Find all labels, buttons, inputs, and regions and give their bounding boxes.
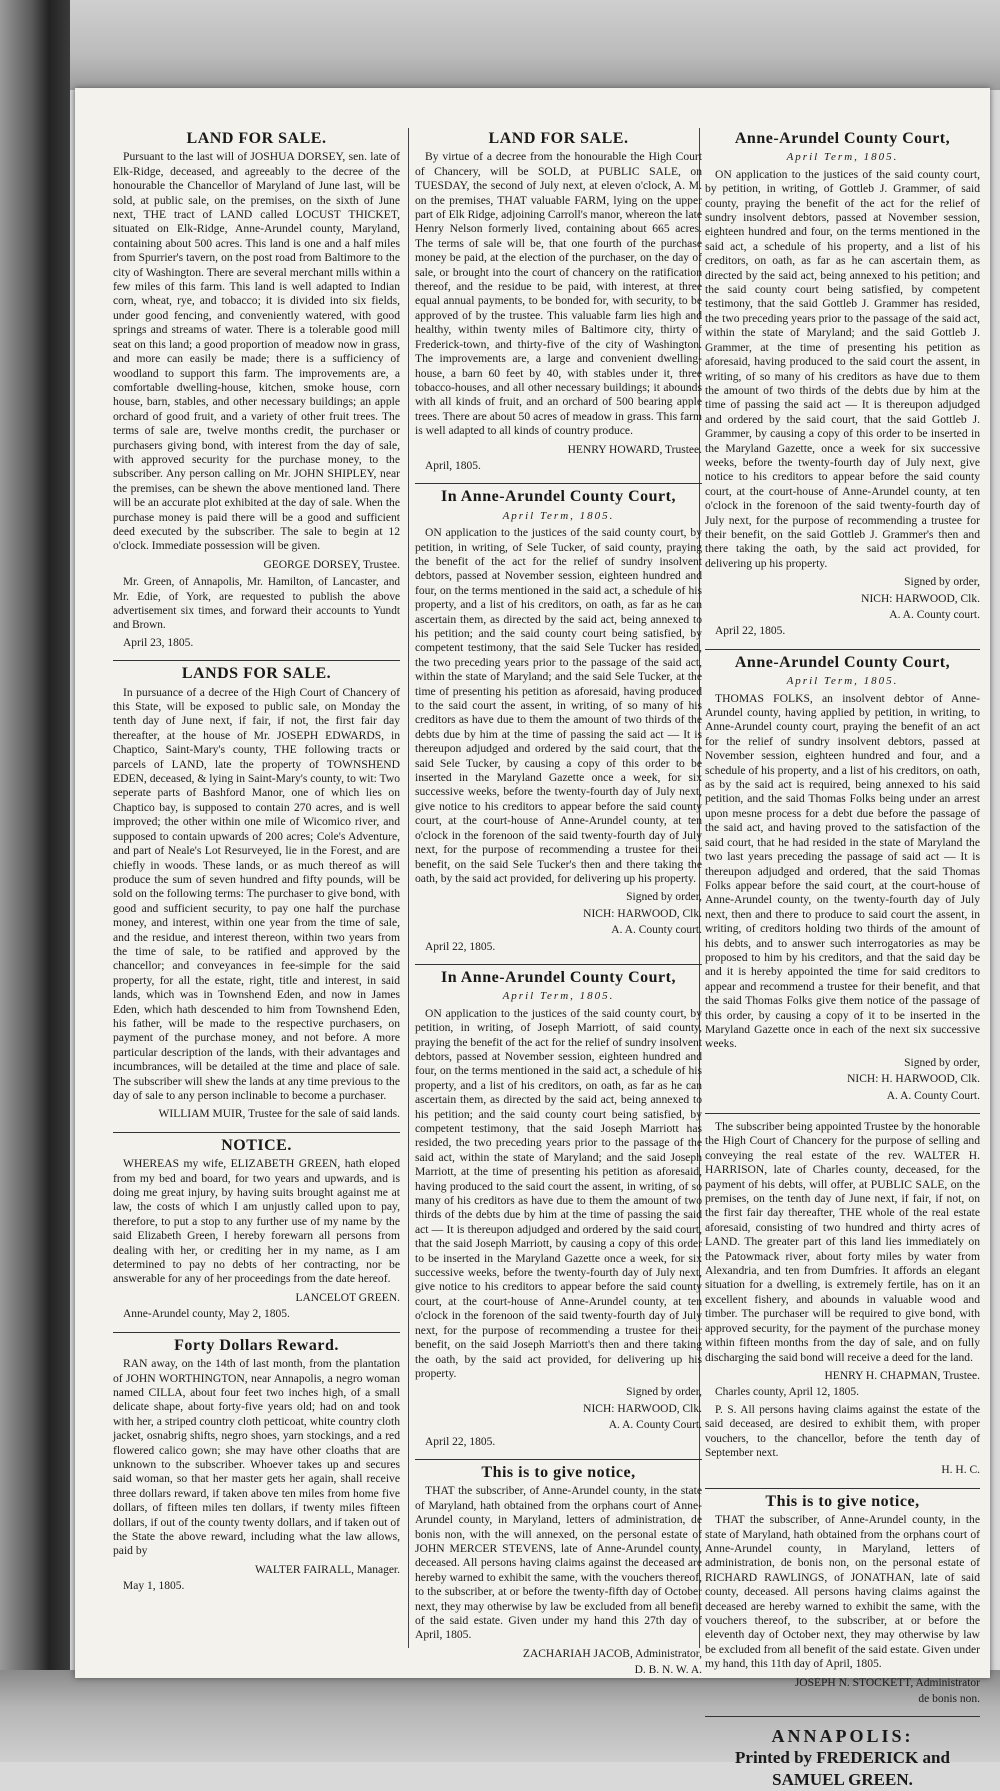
divider — [113, 660, 400, 661]
divider — [705, 649, 980, 650]
ad-note: Mr. Green, of Annapolis, Mr. Hamilton, of Lancaster, and Mr. Edie, of York, are requested to publish the above advertisement six times, and forward their accounts to Yundt and Brown. — [113, 576, 400, 632]
column-2 — [415, 128, 702, 1688]
ad-body: ON application to the justices of the said county court, by petition, in writing, of Gottleb J. Grammer, of said county, praying the benefit of the act for the relief of sundry insolvent debtors, passed at November session, eighteen hundred and four, on the terms mentioned in the said act, a schedule of his property, and a list of his creditors, on oath, as far as he can ascertain them, as directed by the said act, being annexed to his petition; and the said county court being satisfied, by competent testimony, that the said Gottleb J. Grammer has resided, the two preceding years prior to the passage of the said act, within the state of Maryland; and the said Gottleb J. Grammer, at the time of presenting his petition as aforesaid, having produced to the said court the assent, in writing, of so many of his creditors as have due to them the amount of two thirds of the debts due by him at the time of passing the said act — It is thereupon adjudged and ordered by the said court, that the said Gottleb J. Grammer, by causing a copy of this order to be inserted in the Maryland Gazette, once a week for six successive weeks, before the twenty-fourth day of July next, give notice to his creditors to appear before the said county court, at the court-house of Anne-Arundel county, at ten o'clock in the forenoon of the said twenty-fourth day of July next, for the purpose of recommending a trustee for their benefit, on the said Gottleb J. Grammer's then and there taking the oath, by the said act provided, for delivering up his property. — [705, 167, 980, 570]
ad-postscript: P. S. All persons having claims against the estate of the said deceased, are desired to exhibit them, with proper vouchers, to the chancellor, before the tenth day of September next. — [705, 1403, 980, 1459]
ad-title: In Anne-Arundel County Court, — [441, 968, 676, 986]
ad-signature: LANCELOT GREEN. — [295, 1291, 400, 1304]
ad-body: RAN away, on the 14th of last month, from the plantation of JOHN WORTHINGTON, near Annapolis, a negro woman named CILLA, about four feet two inches high, of a small delicate shape, about forty-five years old; had on and took with her, a striped country cloth petticoat, white country cloth jacket, osnabrig shifts, negro shoes, yarn stockings, and a red flowered calico gown; she may have other cloaths that are unknown to the subscriber. Whoever takes up and secures said woman, so that her master gets her again, shall receive three dollars reward, if taken above ten miles from home five dollars, of fifteen miles ten dollars, if twenty miles fifteen dollars, if out of the county twenty dollars, and if taken out of the State the above reward, including what the law allows, paid by — [113, 1357, 400, 1558]
ad-signature-office: A. A. County Court. — [886, 1089, 980, 1102]
ad-signature: NICH: HARWOOD, Clk. — [583, 1402, 702, 1415]
ad-body: WHEREAS my wife, ELIZABETH GREEN, hath eloped from my bed and board, for two years and upwards, and is doing me great injury, by having suits brought against me at law, the costs of which I am unjustly called upon to pay, therefore, to put a stop to any further use of my name by the said Elizabeth Green, I hereby forewarn all persons from dealing with her, or crediting her in my name, as I am determined to pay no debts of her contracting, nor be answerable for any of her proceedings from the date hereof. — [113, 1157, 400, 1286]
ad-date: Anne-Arundel county, May 2, 1805. — [123, 1308, 290, 1321]
column-3 — [705, 128, 980, 1791]
ad-body: By virtue of a decree from the honourable the High Court of Chancery, will be SOLD, at PUBLIC SALE, on TUESDAY, the second of July next, at eleven o'clock, A. M. on the premises, THAT valuable FARM, lying on the upper part of Elk Ridge, adjoining Carroll's manor, whereon the late Henry Nelson formerly lived, containing about 665 acres. The terms of sale will be, that one fourth of the purchase money be paid, at the election of the purchaser, on the day of sale, or brought into the court of chancery on the ratification thereof, and the residue to be paid, with interest, at three equal annual payments, to be bonded for, with security, to be approved of by the trustee. This valuable farm lies high and healthy, within twenty miles of Baltimore city, thirty of Frederick-town, and thirty-five of the city of Washington. The improvements are, a large and convenient dwelling-house, a barn 60 feet by 40, with stables under it, three tobacco-houses, and all other necessary buildings; it abounds with all kinds of fruit, and an orchard of 500 bearing apple trees. There are about 50 acres of meadow in grass. This farm is well adapted to all kinds of country produce. — [415, 150, 702, 438]
ad-notice-stevens — [415, 1463, 702, 1678]
ad-title: This is to give notice, — [481, 1463, 636, 1481]
ad-postscript-signature: H. H. C. — [941, 1464, 980, 1477]
ad-body: ON application to the justices of the said county court, by petition, in writing, of Joseph Marriott, of said county, praying the benefit of the act for the relief of sundry insolvent debtors, passed at November session, eighteen hundred and four, on the terms mentioned in the said act, a schedule of his property, and a list of his creditors, on oath, as far as he can ascertain them, as directed by the said act, being annexed to his petition; and the said county court being satisfied, by competent testimony, that the said Joseph Marriott has resided, the two preceding years prior to the passage of the said act, within the state of Maryland; and the said Joseph Marriott, at the time of presenting his petition as aforesaid, having produced to the said court the assent, in writing, of so many of his creditors as have due to them the amount of two thirds of the debts due by him at the time of passing the said act — It is thereupon adjudged and ordered by the said court, that the said Joseph Marriott, by causing a copy of this order to be inserted in the Maryland Gazette once a week, for six successive weeks, before the twenty-fourth day of July next, give notice to his creditors to appear before the said county court, at the court-house of Anne-Arundel county, at ten o'clock in the forenoon of the said twenty-fourth day of July next, for the purpose of recommending a trustee for their benefit, on the said Joseph Marriott's then and there taking the oath, by the said act provided, for delivering up his property. — [415, 1006, 702, 1380]
divider — [113, 1332, 400, 1333]
ad-date: Charles county, April 12, 1805. — [715, 1386, 859, 1399]
ad-signature: NICH: HARWOOD, Clk. — [583, 907, 702, 920]
ad-body: The subscriber being appointed Trustee by the honorable the High Court of Chancery for the purpose of selling and conveying the real estate of the rev. WALTER H. HARRISON, late of Charles county, deceased, for the payment of his debts, will offer, at PUBLIC SALE, on the premises, on the tenth day of June next, if fair, if not, on the first fair day thereafter, THE whole of the real estate aforesaid, consisting of two hundred and thirty acres of LAND. The greater part of this land lies immediately on the Patowmack river, about forty miles by water from Alexandria, and ten from Dumfries. It affords an elegant situation for a dwelling, is extremely fertile, has on it an excellent fishery, and abounds in valuable wood and timber. The purchaser will be required to give bond, with approved security, for the payment of the purchase money within fifteen months from the day of sale, and on fully discharging the said bond will receive a deed for the land. — [705, 1120, 980, 1364]
ad-notice-rawlings — [705, 1492, 980, 1707]
ad-signed-by: Signed by order, — [626, 891, 702, 904]
ad-date: April, 1805. — [425, 459, 481, 472]
ad-signature: GEORGE DORSEY, Trustee. — [263, 558, 400, 571]
ad-subtitle: April Term, 1805. — [786, 151, 899, 164]
ad-signature-office: A. A. County Court. — [608, 1419, 702, 1432]
ad-signature: NICH: HARWOOD, Clk. — [861, 592, 980, 605]
divider — [415, 964, 702, 965]
ad-body: THAT the subscriber, of Anne-Arundel county, in the state of Maryland, hath obtained from the orphans court of Anne-Arundel county, in Maryland, letters of administration, de bonis non, with the will annexed, on the personal estate of JOHN MERCER STEVENS, late of Anne-Arundel county, deceased. All persons having claims against the deceased are hereby warned to exhibit the same, with the vouchers thereof, to the subscriber, at or before the twenty-fifth day of October next, they may otherwise by law be excluded from all benefit of the said estate. Given under my hand this 27th day of April, 1805. — [415, 1484, 702, 1642]
ad-body: In pursuance of a decree of the High Court of Chancery of this State, will be exposed to public sale, on Monday the tenth day of June next, if fair, if not, the first fair day thereafter, at the house of Mr. JOSEPH EDWARDS, in Chaptico, Saint-Mary's county, THE following tracts or parcels of LAND, late the property of TOWNSHEND EDEN, deceased, & lying in Saint-Mary's county, to wit: Two seperate parts of Bashford Manor, one of which lies on Chaptico bay, is supposed to contain 270 acres, and is well improved; the other within one mile of Wicomico river, and supposed to contain upwards of 200 acres; Cole's Adventure, and part of Neale's Lot Resurveyed, lie in the Forest, and are chiefly in woods. These lands, or as much thereof as will produce the sum of seven hundred and fifty pounds, will be sold on the following terms: The purchaser to give bond, with good and sufficient security, to pay one half the purchase money, and interest, within one year from the time of sale, and the residue, and interest thereon, within two years from the time of sale, to be ratified and approved by the chancellor; and conveyances in fee-simple for the said property, for all the estate, right, title and interest, in said lands, which was in Townshend Eden, and now in James Eden, which hath descended to him from Townshend Eden, his father, will be made to the respective purchasers, on payment of the purchase money, and not before. A more particular description of the lands, with their advantages and incumbrances, will be detailed at the time and place of sale. The subscriber will shew the lands at any time previous to the day of sale to any person inclinable to become a purchaser. — [113, 685, 400, 1102]
ad-subtitle: April Term, 1805. — [502, 990, 615, 1003]
ad-signature: HENRY HOWARD, Trustee. — [567, 443, 702, 456]
ad-body: ON application to the justices of the said county court, by petition, in writing, of Sele Tucker, of said county, praying the benefit of the act for the relief of sundry insolvent debtors, passed at November session, eighteen hundred and four, on the terms mentioned in the said act, a schedule of his property, and a list of his creditors, on oath, as far as he can ascertain them, as directed by the said act, being annexed to his petition; and the said county court being satisfied, by competent testimony, that the said Sele Tucker has resided, the two preceding years prior to the passage of the said act, within the state of Maryland; and the said Sele Tucker, at the time of presenting his petition as aforesaid, having produced to the said court the assent, in writing, of so many of his creditors as have due to them the amount of two thirds of the debts due by him at the time of passing the said act — It is thereupon adjudged and ordered by the said court, that the said Sele Tucker, by causing a copy of this order to be inserted in the Maryland Gazette once a week, for six successive weeks, before the twenty-fourth day of July next, give notice to his creditors to appear before the said county court, at the court-house of Anne-Arundel county, at ten o'clock in the forenoon of the said twenty-fourth day of July next, for the purpose of recommending a trustee for their benefit, on the said Sele Tucker's then and there taking the oath, by the said act provided, for delivering up his property. — [415, 526, 702, 885]
ad-title: Forty Dollars Reward. — [174, 1336, 339, 1354]
ad-signed-by: Signed by order, — [904, 1056, 980, 1069]
ad-court-tucker — [415, 490, 702, 954]
imprint-place: ANNAPOLIS: — [771, 1726, 914, 1747]
divider — [113, 1132, 400, 1133]
scan-top-edge — [0, 0, 1000, 90]
ad-date: April 23, 1805. — [123, 636, 194, 649]
ad-forty-dollars-reward — [113, 1336, 400, 1594]
ad-lands-for-sale-eden — [113, 667, 400, 1122]
ad-body: Pursuant to the last will of JOSHUA DORSEY, sen. late of Elk-Ridge, deceased, and agreeably to the decree of the honourable the Chancellor of Maryland of June last, will be sold, at public sale, on the premises, on the sixth of June next, THE tract of LAND called LOCUST THICKET, situated on Elk-Ridge, Anne-Arundel county, Maryland, containing about 500 acres. This land is one and a half miles from Spurrier's tavern, on the post road from Baltimore to the city of Washington. There are several merchant mills within a few miles of this farm. This land is well adapted to Indian corn, wheat, rye, and tobacco; it is divided into six fields, under good fencing, and conveniently watered, with good springs and streams of water. There is a tolerable good mill seat on this land; a good proportion of meadow now in grass, and more can easily be made; there is a sufficiency of woodland to support this farm. The improvements are, a comfortable dwelling-house, kitchen, smoke house, corn house, barn, stables, and other necessary buildings; an apple orchard of good fruit, and a variety of other fruit trees. The terms of sale are, twelve months credit, the purchaser or purchasers giving bond, with interest from the day of sale, with approved security for the purchase money, to the subscriber. Any person calling on Mr. JOHN SHIPLEY, near the premises, can be shewn the above mentioned land. There will be an accurate plot exhibited at the day of sale. When the purchase money is paid there will be a good and sufficient deed executed by the subscriber. The sale to begin at 12 o'clock. Immediate possession will be given. — [113, 150, 400, 553]
ad-signature: ZACHARIAH JACOB, Administrator, — [522, 1647, 702, 1660]
ad-body: THOMAS FOLKS, an insolvent debtor of Anne-Arundel county, having applied by petition, in writing, to Anne-Arundel county court, praying the benefit of an act for the relief of sundry insolvent debtors, passed at November session, eighteen hundred and four, and a schedule of his property, and a list of his creditors, on oath, as by the said act is required, being annexed to his said petition, and the said Thomas Folks being under an arrest upon mesne process for a debt due before the passage of the said act, and having proved to the satisfaction of the said court, that he had resided in the state of Maryland the two last years preceding the passage of said act — It is thereupon adjudged and ordered, that the said Thomas Folks appear before the said court, at the court-house of Anne-Arundel county, on the twenty-fourth day of July next, then and there to produce to said court the assent, in writing, of creditors holding two thirds of the amount of his debts, and to answer such interrogatories as may be proposed to him by his creditors, and that the said day be and it is hereby appointed the time for said creditors to appear and recommend a trustee for their benefit, and that the said Thomas Folks give them notice of the passage of this order, by causing a copy of it to be inserted in the Maryland Gazette once in each of the next six successive weeks. — [705, 691, 980, 1051]
ad-body: THAT the subscriber, of Anne-Arundel county, in the state of Maryland, hath obtained from the orphans court of Anne-Arundel county, in Maryland, letters of administration, de bonis non, on the personal estate of RICHARD RAWLINGS, of JONATHAN, late of said county, deceased. All persons having claims against the deceased are hereby warned to exhibit the same, with the vouchers thereof, to the subscriber, at or before the eleventh day of October next, they may otherwise by law be excluded from all benefit of the said estate. Given under my hand, this 11th day of April, 1805. — [705, 1513, 980, 1671]
divider — [415, 483, 702, 484]
ad-signature-office: de bonis non. — [918, 1693, 980, 1706]
ad-date: April 22, 1805. — [425, 1435, 496, 1448]
ad-subtitle: April Term, 1805. — [502, 509, 615, 522]
imprint-printer: Printed by FREDERICK and SAMUEL GREEN. — [735, 1748, 950, 1790]
divider — [705, 1488, 980, 1489]
ad-signature: JOSEPH N. STOCKETT, Administrator — [794, 1676, 980, 1689]
ad-signature: NICH: H. HARWOOD, Clk. — [847, 1073, 980, 1086]
ad-court-marriott — [415, 968, 702, 1449]
ad-subtitle: April Term, 1805. — [786, 675, 899, 688]
column-rule-1 — [408, 128, 409, 1648]
ad-title: NOTICE. — [221, 1136, 292, 1154]
ad-title: LANDS FOR SALE. — [181, 665, 332, 683]
ad-land-for-sale-dorsey — [113, 132, 400, 650]
ad-court-grammer — [705, 132, 980, 639]
ad-notice-green — [113, 1136, 400, 1322]
ad-title: Anne-Arundel County Court, — [734, 653, 951, 671]
ad-signature: WILLIAM MUIR, Trustee for the sale of said lands. — [158, 1108, 400, 1121]
ad-date: April 22, 1805. — [715, 625, 786, 638]
ad-date: April 22, 1805. — [425, 940, 496, 953]
ad-title: Anne-Arundel County Court, — [734, 130, 951, 147]
ad-signature-office: D. B. N. W. A. — [634, 1664, 702, 1677]
ad-title: LAND FOR SALE. — [488, 130, 629, 147]
ad-signature: HENRY H. CHAPMAN, Trustee. — [824, 1369, 980, 1382]
ad-date: May 1, 1805. — [123, 1580, 185, 1593]
ad-harrison-estate — [705, 1120, 980, 1478]
ad-signature-office: A. A. County court. — [611, 924, 702, 937]
divider — [415, 1459, 702, 1460]
column-1 — [113, 128, 400, 1604]
divider — [705, 1716, 980, 1717]
ad-land-for-sale-howard — [415, 132, 702, 473]
newspaper-page — [75, 88, 990, 1790]
ad-title: In Anne-Arundel County Court, — [441, 488, 676, 506]
ad-signature: WALTER FAIRALL, Manager. — [254, 1563, 400, 1576]
divider — [705, 1113, 980, 1114]
ad-signed-by: Signed by order, — [626, 1386, 702, 1399]
ad-title: LAND FOR SALE. — [186, 130, 327, 147]
ad-title: This is to give notice, — [765, 1492, 920, 1510]
ad-court-folks — [705, 653, 980, 1103]
scan-left-edge — [0, 0, 70, 1762]
ad-signature-office: A. A. County court. — [889, 609, 980, 621]
ad-signed-by: Signed by order, — [904, 576, 980, 589]
printer-imprint — [705, 1725, 980, 1791]
